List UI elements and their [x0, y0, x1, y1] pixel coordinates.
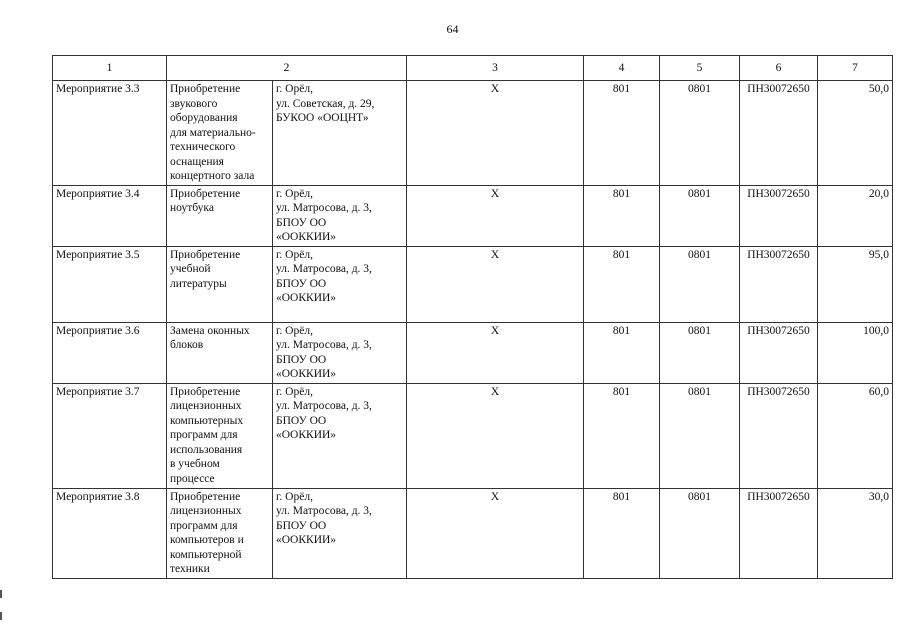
header-col-5: 5 — [660, 56, 740, 81]
address-cell: г. Орёл, ул. Матросова, д. 3, БПОУ ОО «ООККИИ» — [273, 322, 407, 383]
col6-cell: ПН30072650 — [740, 185, 818, 246]
purpose-cell: Приобретение учебной литературы — [167, 246, 273, 322]
purpose-cell: Приобретение лицензионных программ для компьютеров и компьютерной техники — [167, 488, 273, 578]
col7-cell: 20,0 — [818, 185, 893, 246]
col7-cell: 50,0 — [818, 81, 893, 186]
col7-cell: 60,0 — [818, 383, 893, 488]
header-col-4: 4 — [584, 56, 660, 81]
measures-table — [52, 55, 893, 579]
header-col-2: 2 — [167, 56, 407, 81]
col6-cell: ПН30072650 — [740, 383, 818, 488]
table-row — [53, 246, 893, 322]
col5-cell: 0801 — [660, 488, 740, 578]
event-cell: Мероприятие 3.6 — [53, 322, 167, 383]
table-row — [53, 383, 893, 488]
header-col-7: 7 — [818, 56, 893, 81]
col3-cell: Х — [407, 383, 584, 488]
purpose-cell: Замена оконных блоков — [167, 322, 273, 383]
table-row — [53, 322, 893, 383]
col3-cell: Х — [407, 185, 584, 246]
table-row — [53, 81, 893, 186]
col5-cell: 0801 — [660, 322, 740, 383]
scan-mark — [0, 590, 2, 598]
address-cell: г. Орёл, ул. Матросова, д. 3, БПОУ ОО «ООККИИ» — [273, 488, 407, 578]
col6-cell: ПН30072650 — [740, 81, 818, 186]
address-cell: г. Орёл, ул. Советская, д. 29, БУКОО «ООЦНТ» — [273, 81, 407, 186]
purpose-cell: Приобретение ноутбука — [167, 185, 273, 246]
address-cell: г. Орёл, ул. Матросова, д. 3, БПОУ ОО «ООККИИ» — [273, 185, 407, 246]
col4-cell: 801 — [584, 81, 660, 186]
table-row — [53, 185, 893, 246]
table-row — [53, 488, 893, 578]
address-cell: г. Орёл, ул. Матросова, д. 3, БПОУ ОО «ООККИИ» — [273, 383, 407, 488]
col3-cell: Х — [407, 322, 584, 383]
col7-cell: 95,0 — [818, 246, 893, 322]
event-cell: Мероприятие 3.8 — [53, 488, 167, 578]
scan-mark — [0, 612, 2, 620]
col5-cell: 0801 — [660, 185, 740, 246]
event-cell: Мероприятие 3.4 — [53, 185, 167, 246]
col7-cell: 30,0 — [818, 488, 893, 578]
page-number: 64 — [446, 22, 459, 36]
col5-cell: 0801 — [660, 246, 740, 322]
col5-cell: 0801 — [660, 383, 740, 488]
col6-cell: ПН30072650 — [740, 488, 818, 578]
event-cell: Мероприятие 3.7 — [53, 383, 167, 488]
col5-cell: 0801 — [660, 81, 740, 186]
scan-edge-marks — [0, 590, 3, 640]
col4-cell: 801 — [584, 488, 660, 578]
purpose-cell: Приобретение звукового оборудования для материально- технического оснащения концертного зала — [167, 81, 273, 186]
col3-cell: Х — [407, 81, 584, 186]
col4-cell: 801 — [584, 383, 660, 488]
address-cell: г. Орёл, ул. Матросова, д. 3, БПОУ ОО «ООККИИ» — [273, 246, 407, 322]
col3-cell: Х — [407, 246, 584, 322]
col6-cell: ПН30072650 — [740, 246, 818, 322]
header-col-3: 3 — [407, 56, 584, 81]
header-col-6: 6 — [740, 56, 818, 81]
event-cell: Мероприятие 3.5 — [53, 246, 167, 322]
event-cell: Мероприятие 3.3 — [53, 81, 167, 186]
col4-cell: 801 — [584, 185, 660, 246]
col3-cell: Х — [407, 488, 584, 578]
purpose-cell: Приобретение лицензионных компьютерных программ для использования в учебном процессе — [167, 383, 273, 488]
col4-cell: 801 — [584, 246, 660, 322]
col4-cell: 801 — [584, 322, 660, 383]
header-row — [53, 56, 893, 81]
col7-cell: 100,0 — [818, 322, 893, 383]
col6-cell: ПН30072650 — [740, 322, 818, 383]
header-col-1: 1 — [53, 56, 167, 81]
